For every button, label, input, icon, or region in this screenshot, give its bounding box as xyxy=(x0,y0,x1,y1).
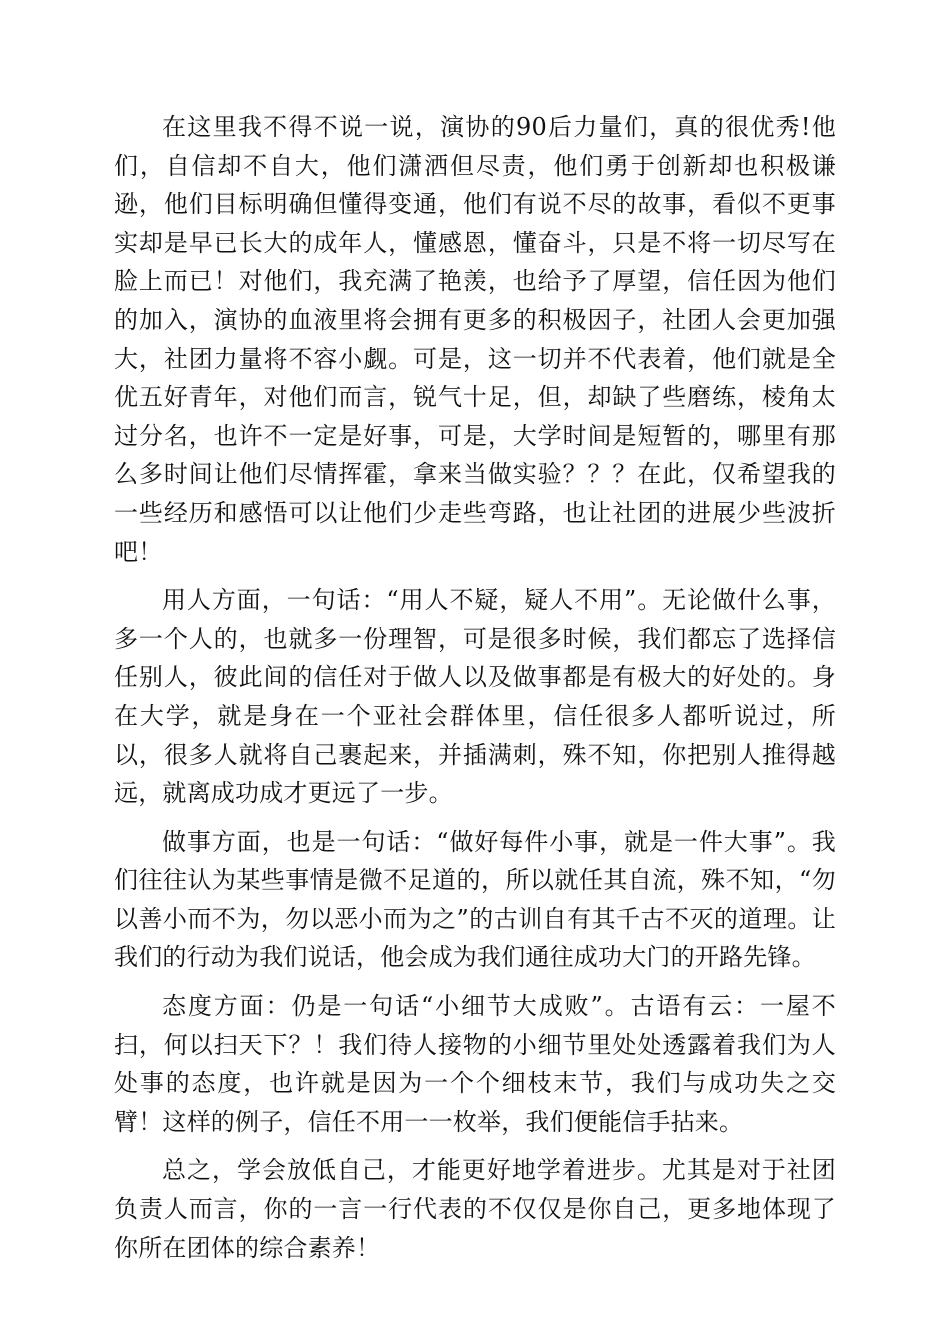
paragraph-conclusion: 总之，学会放低自己，才能更好地学着进步。尤其是对于社团负责人而言，你的一言一行代表的不仅仅是你自己，更多地体现了你所在团体的综合素养！ xyxy=(114,1156,836,1262)
paragraph-90s-members: 在这里我不得不说一说，演协的90后力量们，真的很优秀!他们，自信却不自大，他们潇洒但尽责，他们勇于创新却也积极谦逊，他们目标明确但懂得变通，他们有说不尽的故事，看似不更事实却是早已长大的成年人，懂感恩，懂奋斗，只是不将一切尽写在脸上而已！对他们，我充满了艳羡，也给予了厚望，信任因为他们的加入，演协的血液里将会拥有更多的积极因子，社团人会更加强大，社团力量将不容小觑。可是，这一切并不代表着，他们就是全优五好青年，对他们而言，锐气十足，但，却缺了些磨练，棱角太过分名，也许不一定是好事，可是，大学时间是短暂的，哪里有那么多时间让他们尽情挥霍，拿来当做实验？？？在此，仅希望我的一些经历和感悟可以让他们少走些弯路，也让社团的进展少些波折吧！ xyxy=(114,113,836,566)
document-body xyxy=(114,108,836,1277)
paragraph-employing-people: 用人方面，一句话：“用人不疑，疑人不用”。无论做什么事，多一个人的，也就多一份理智，可是很多时候，我们都忘了选择信任别人，彼此间的信任对于做人以及做事都是有极大的好处的。身在大学，就是身在一个亚社会群体里，信任很多人都听说过，所以，很多人就将自己裹起来，并插满刺，殊不知，你把别人推得越远，就离成功成才更远了一步。 xyxy=(114,586,836,808)
paragraph-doing-things: 做事方面，也是一句话：“做好每件小事，就是一件大事”。我们往往认为某些事情是微不足道的，所以就任其自流，殊不知，“勿以善小而不为，勿以恶小而为之”的古训自有其千古不灭的道理。让我们的行动为我们说话，他会成为我们通往成功大门的开路先锋。 xyxy=(114,827,836,972)
paragraph-attitude: 态度方面：仍是一句话“小细节大成败”。古语有云：一屋不扫，何以扫天下？！我们待人接物的小细节里处处透露着我们为人处事的态度，也许就是因为一个个细枝末节，我们与成功失之交臂！这样的例子，信任不用一一枚举，我们便能信手拈来。 xyxy=(114,992,836,1136)
